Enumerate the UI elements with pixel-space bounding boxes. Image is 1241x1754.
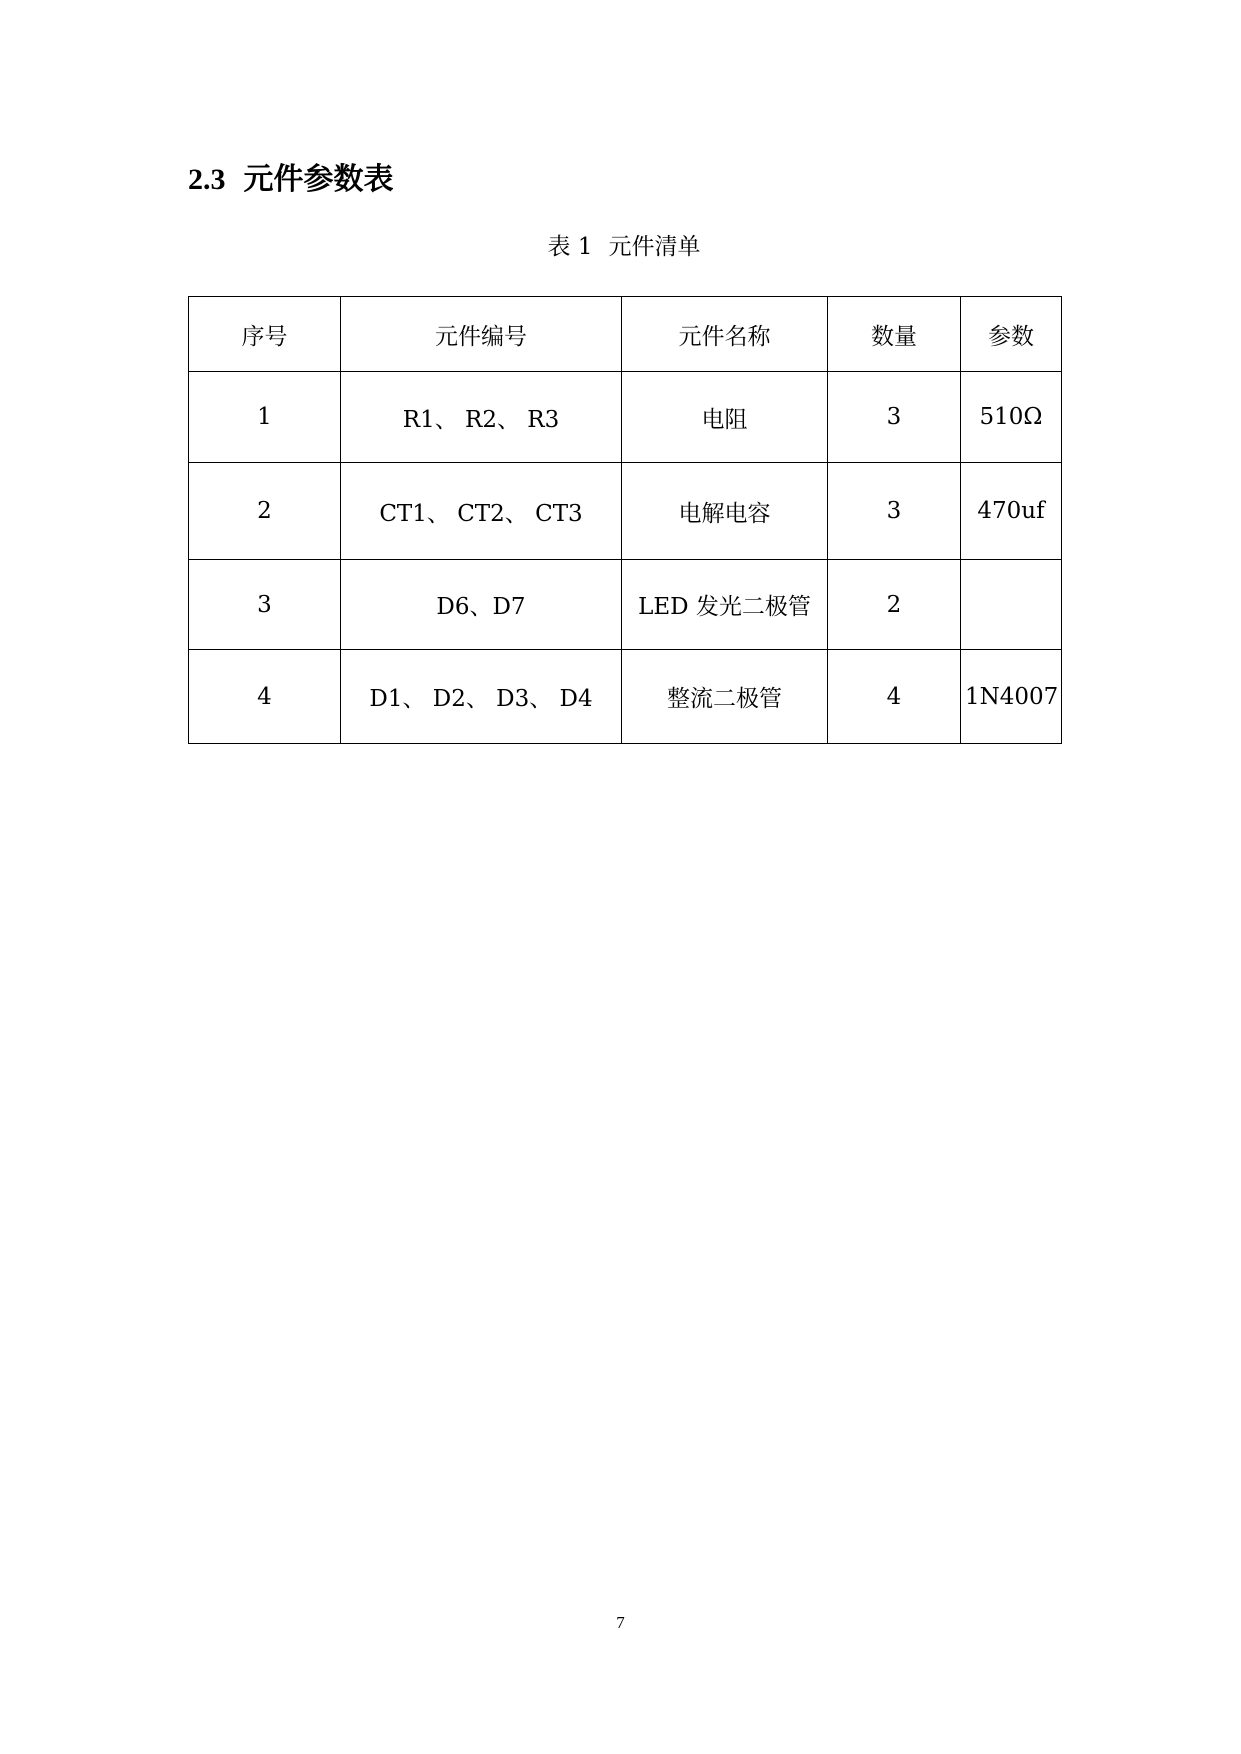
cell-quantity: 2 [828, 560, 961, 650]
cell-parameter: 510Ω [961, 372, 1062, 463]
cell-index: 4 [189, 650, 341, 744]
cell-parameter: 1N4007 [961, 650, 1062, 744]
table-row [189, 463, 1062, 560]
page-number: 7 [616, 1613, 625, 1632]
section-title: 元件参数表 [243, 162, 394, 197]
table-row [189, 372, 1062, 463]
cell-quantity: 3 [828, 463, 961, 560]
cell-quantity: 4 [828, 650, 961, 744]
header-component-id: 元件编号 [341, 297, 622, 372]
table-caption-label: 表 1 [547, 234, 593, 260]
header-parameter: 参数 [961, 297, 1062, 372]
cell-index: 3 [189, 560, 341, 650]
cell-component-name: LED 发光二极管 [622, 560, 828, 650]
section-number: 2.3 [188, 163, 226, 196]
cell-component-id: R1、 R2、 R3 [341, 372, 622, 463]
cell-component-id: D1、 D2、 D3、 D4 [341, 650, 622, 744]
table-header-row [189, 297, 1062, 372]
cell-index: 1 [189, 372, 341, 463]
header-quantity: 数量 [828, 297, 961, 372]
table-row [189, 650, 1062, 744]
cell-component-id: CT1、 CT2、 CT3 [341, 463, 622, 560]
cell-component-name: 电解电容 [622, 463, 828, 560]
header-component-name: 元件名称 [622, 297, 828, 372]
header-index: 序号 [189, 297, 341, 372]
cell-index: 2 [189, 463, 341, 560]
cell-parameter: 470uf [961, 463, 1062, 560]
cell-component-name: 整流二极管 [622, 650, 828, 744]
cell-quantity: 3 [828, 372, 961, 463]
component-table [188, 296, 1062, 744]
cell-component-name: 电阻 [622, 372, 828, 463]
cell-parameter [961, 560, 1062, 650]
table-row [189, 560, 1062, 650]
table-caption-title: 元件清单 [608, 234, 701, 260]
table-caption [188, 230, 1060, 264]
cell-component-id: D6、D7 [341, 560, 622, 650]
section-heading [188, 160, 394, 200]
